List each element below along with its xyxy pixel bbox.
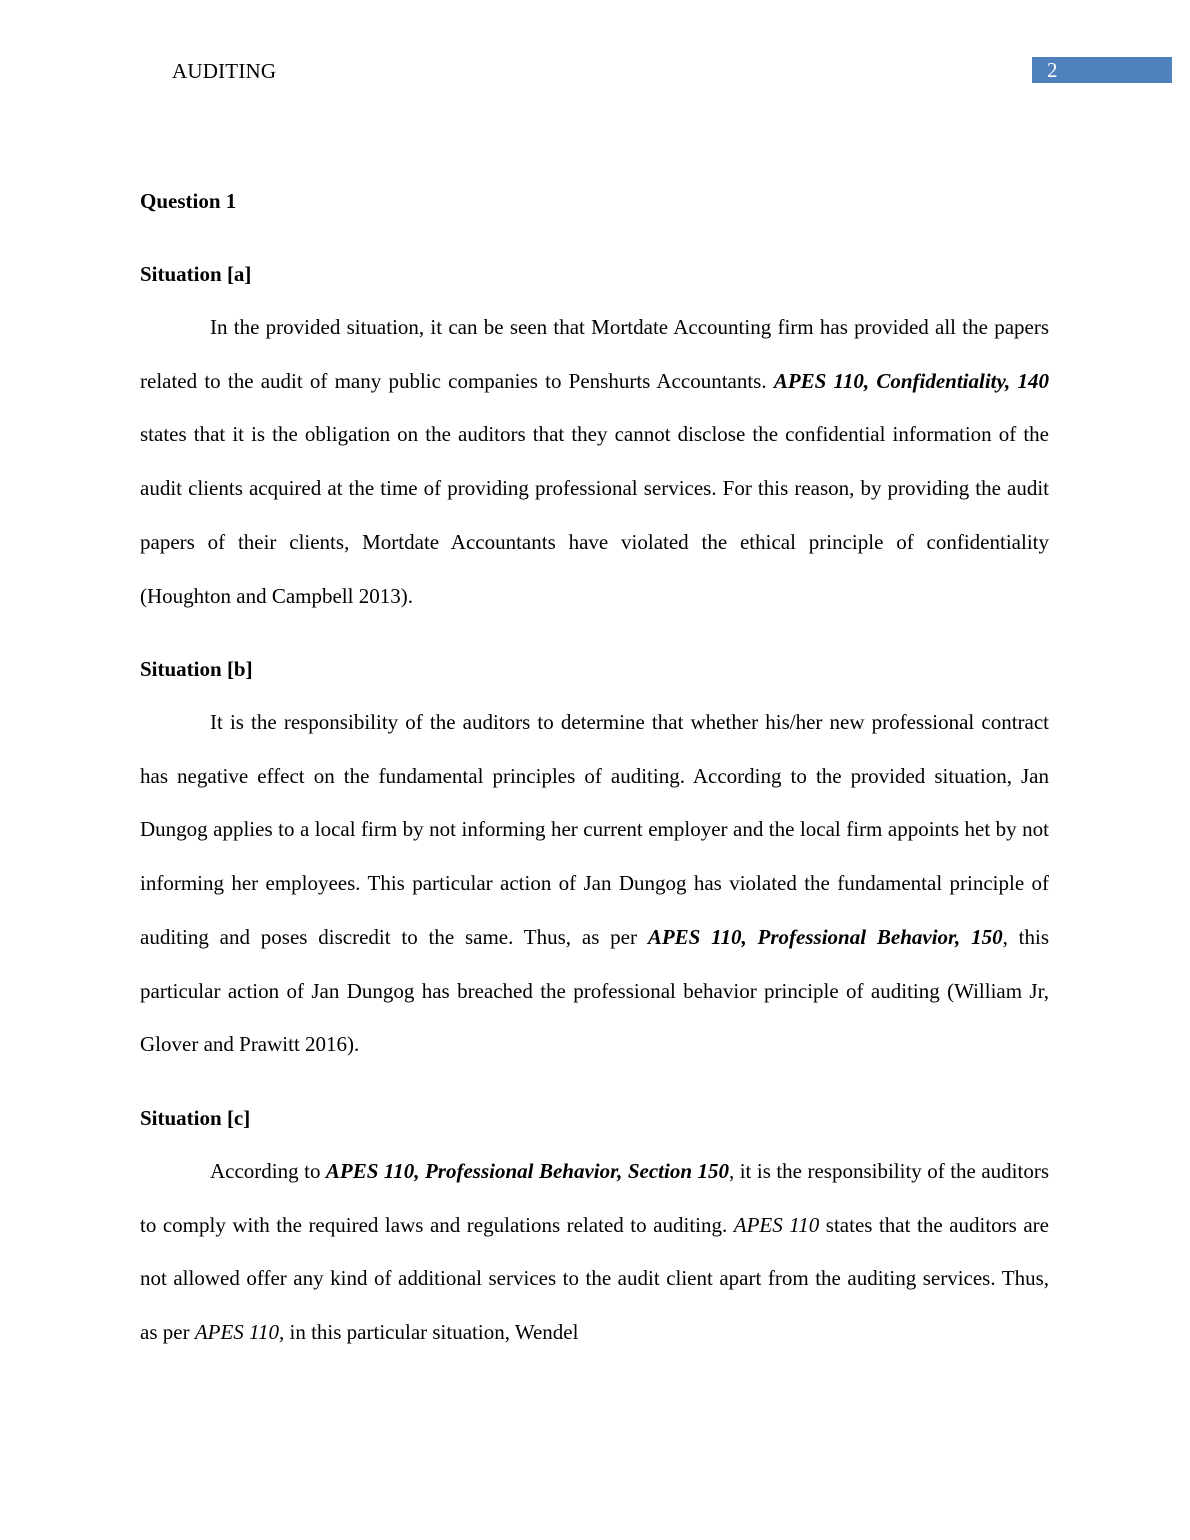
paragraph-text: states that it is the obligation on the auditors that they cannot disclose the confidential information of the audit clients acquired at the time of providing professional services. For this reason, by providing the audit papers of their clients, Mortdate Accountants have violated the ethical principle of confidentiality (Houghton and Campbell 2013). xyxy=(140,422,1049,608)
standard-reference: APES 110, Confidentiality, 140 xyxy=(773,368,1049,393)
paragraph-text: It is the responsibility of the auditors to determine that whether his/her new professional contract has negative effect on the fundamental principles of auditing. According to the provided situation, Jan Dungog applies to a local firm by not informing her current employer and the local firm appoints het by not informing her employees. This particular action of Jan Dungog has violated the fundamental principle of auditing and poses discredit to the same. Thus, as per xyxy=(140,710,1049,949)
page-number-badge xyxy=(1032,57,1172,83)
paragraph-text: in this particular situation, Wendel xyxy=(284,1320,579,1345)
section-heading-b: Situation [b] xyxy=(140,657,253,681)
paragraph-text: According to xyxy=(210,1159,326,1183)
section-heading-c: Situation [c] xyxy=(140,1106,251,1130)
paragraph-text: , this particular action of Jan Dungog has breached the professional behavior principle of auditing (William Jr, Glover and Prawitt 2016). xyxy=(140,924,1050,1057)
paragraph-text: , it is the responsibility of the auditors to comply with the required laws and regulations related to auditing. xyxy=(140,1159,1050,1237)
section-heading-a: Situation [a] xyxy=(140,262,252,286)
standard-reference-italic: APES 110 xyxy=(733,1212,820,1237)
section-paragraph-c xyxy=(140,1145,1049,1360)
running-head-title: AUDITING xyxy=(172,59,277,83)
question-heading: Question 1 xyxy=(140,189,237,213)
paragraph-text: In the provided situation, it can be seen that Mortdate Accounting firm has provided all the papers related to the audit of many public companies to Penshurts Accountants. xyxy=(140,315,1049,393)
section-paragraph-b xyxy=(140,696,1049,1072)
paragraph-text: states that the auditors are not allowed offer any kind of additional services to the audit client apart from the auditing services. Thus, as per xyxy=(140,1212,1049,1345)
section-paragraph-a xyxy=(140,301,1049,623)
standard-reference: APES 110, Professional Behavior, 150 xyxy=(647,924,1003,949)
page-number: 2 xyxy=(1047,58,1058,82)
standard-reference: APES 110, Professional Behavior, Section 150 xyxy=(325,1159,729,1183)
standard-reference-italic: APES 110, xyxy=(194,1320,285,1345)
